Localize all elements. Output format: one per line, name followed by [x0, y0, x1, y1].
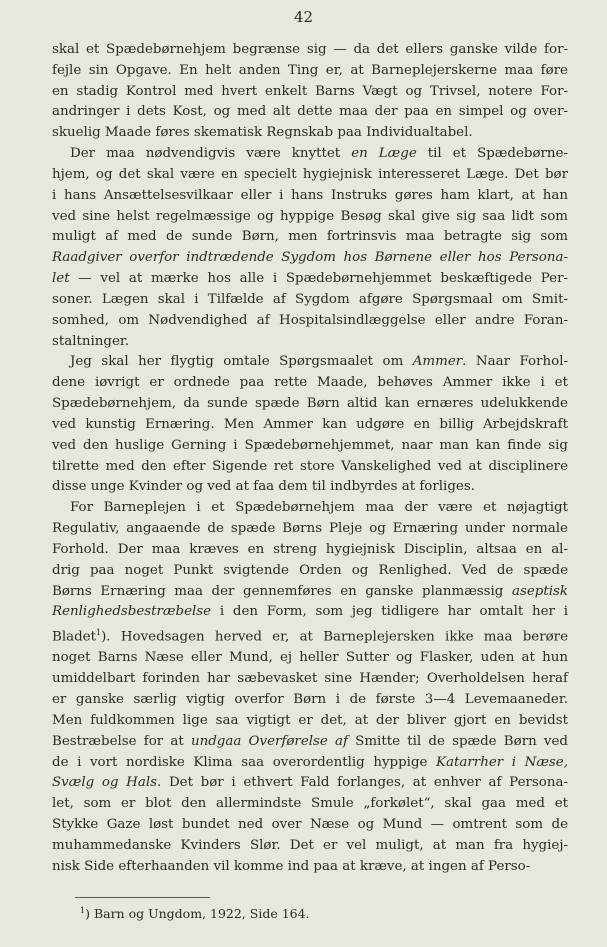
text-line [52, 144, 568, 165]
text-line [52, 582, 568, 603]
text-line [52, 836, 568, 857]
page-number: 42 [293, 8, 314, 26]
text-run: skuelig Maade føres skematisk Regnskab paa Individualtabel. [52, 125, 473, 141]
text-line [52, 102, 568, 123]
text-run: let, som er blot den allermindste Smule „forkølet“, skal gaa med et [52, 796, 568, 812]
text-run: ved kunstig Ernæring. Men Ammer kan udgøre en billig Arbejdskraft [52, 416, 568, 432]
text-run: Der maa nødvendigvis være knyttet [70, 146, 352, 162]
text-line [52, 561, 568, 582]
text-line [52, 82, 568, 103]
text-run: nisk Side efterhaanden vil komme ind paa at kræve, at ingen af Perso- [52, 858, 531, 874]
text-line [52, 123, 568, 144]
italic-text: Ammer [412, 354, 463, 370]
text-line [52, 602, 568, 623]
text-line [52, 269, 568, 290]
footnote-text: ) Barn og Ungdom, 1922, Side 164. [85, 906, 310, 922]
text-line [52, 61, 568, 82]
text-line [52, 227, 568, 248]
text-run: ved sine helst regelmæssige og hyppige Besøg skal give sig saa lidt som [52, 208, 568, 224]
text-run: fejle sin Opgave. En helt anden Ting er, at Barneplejerskerne maa føre [52, 62, 568, 78]
text-line [52, 457, 568, 478]
text-run: de i vort nordiske Klima saa overordentlig hyppige [52, 754, 437, 770]
text-run: andringer i dets Kost, og med alt dette maa der paa en simpel og over- [52, 104, 568, 120]
text-run: dene iøvrigt er ordnede paa rette Maade, behøves Ammer ikke i et [52, 375, 568, 391]
footnote-divider [75, 897, 210, 898]
text-run: ). Hovedsagen herved er, at Barneplejersken ikke maa berøre [101, 629, 568, 645]
text-line [52, 248, 568, 269]
text-run: . Det bør i ethvert Fald forlanges, at enhver af Persona- [157, 775, 568, 791]
text-run: Spædebørnehjem, da sunde spæde Børn altid kan ernæres udelukkende [52, 396, 568, 412]
text-line [52, 773, 568, 794]
text-run: er ganske særlig vigtig overfor Børn i de første 3—4 Levemaaneder. [52, 692, 568, 708]
text-run: Jeg skal her flygtig omtale Spørgsmaalet om [70, 354, 413, 370]
text-line [52, 165, 568, 186]
text-line [52, 207, 568, 228]
text-run: en stadig Kontrol med hvert enkelt Barns Vægt og Trivsel, notere For- [52, 83, 568, 99]
paragraph [52, 352, 568, 498]
text-line [52, 498, 568, 519]
text-run: skal et Spædebørnehjem begrænse sig — da det ellers ganske vilde for- [52, 42, 568, 57]
paragraph [52, 144, 568, 352]
text-line [52, 415, 568, 436]
text-run: drig paa noget Punkt svigtende Orden og Renlighed. Ved de spæde [52, 562, 568, 578]
footnote [80, 906, 310, 921]
italic-text: Raadgiver overfor indtrædende Sygdom hos Børnene eller hos Persona- [52, 250, 568, 266]
text-line [52, 815, 568, 836]
paragraph [52, 498, 568, 877]
text-line [52, 732, 568, 753]
text-run: Stykke Gaze løst bundet ned over Næse og Mund — omtrent som de [52, 817, 568, 833]
text-line [52, 352, 568, 373]
text-run: i hans Ansættelsesvilkaar eller i hans Instruks gøres ham klart, at han [52, 187, 568, 203]
text-line [52, 623, 568, 648]
italic-text: Svælg og Hals [52, 775, 157, 791]
paragraph [52, 40, 568, 144]
footnote-marker: 1 [80, 906, 86, 915]
text-run: muhammedanske Kvinders Slør. Det er vel muligt, at man fra hygiej- [52, 837, 568, 853]
text-run: hjem, og det skal være en specielt hygiejnisk interesseret Læge. Det bør [52, 166, 568, 182]
text-line [52, 373, 568, 394]
text-run: til et Spædebørne- [416, 146, 568, 162]
text-run: ved den huslige Gerning i Spædebørnehjemmet, naar man kan finde sig [52, 437, 568, 453]
italic-text: Katarrher i Næse, [436, 754, 568, 770]
text-run: tilrette med den efter Sigende ret store Vanskelighed ved at disciplinere [52, 458, 568, 474]
text-line [52, 477, 568, 498]
text-run: Forhold. Der maa kræves en streng hygiejnisk Disciplin, altsaa en al- [52, 541, 568, 557]
text-line [52, 290, 568, 311]
text-run: Men fuldkommen lige saa vigtigt er det, at der bliver gjort en bevidst [52, 712, 568, 728]
text-line [52, 519, 568, 540]
text-run: Børns Ernæring maa der gennemføres en ganske planmæssig [52, 583, 512, 599]
text-run: staltninger. [52, 333, 130, 349]
text-line [52, 690, 568, 711]
text-run: somhed, om Nødvendighed af Hospitalsindlæggelse eller andre Foran- [52, 312, 568, 328]
text-run: Bladet [52, 629, 96, 645]
footnote-ref: 1 [95, 628, 102, 638]
italic-text: aseptisk [511, 583, 568, 599]
text-line [52, 540, 568, 561]
text-line [52, 794, 568, 815]
text-run: i den Form, som jeg tidligere har omtalt her i [211, 604, 568, 620]
text-line [52, 332, 568, 353]
italic-text: let [52, 271, 70, 287]
italic-text: Renlighedsbestræbelse [52, 604, 212, 620]
text-line [52, 311, 568, 332]
text-line [52, 753, 568, 774]
text-run: disse unge Kvinder og ved at faa dem til indbyrdes at forliges. [52, 479, 475, 495]
italic-text: undgaa Overførelse af [190, 733, 348, 749]
text-line [52, 711, 568, 732]
text-line [52, 648, 568, 669]
text-line [52, 186, 568, 207]
text-run: Smitte til de spæde Børn ved [347, 733, 568, 749]
text-line [52, 394, 568, 415]
body-text [52, 40, 568, 878]
text-run: muligt af med de sunde Børn, men fortrinsvis maa betragte sig som [52, 229, 568, 245]
text-run: — vel at mærke hos alle i Spædebørnehjemmet beskæftigede Per- [69, 271, 568, 287]
text-run: noget Barns Næse eller Mund, ej heller Sutter og Flasker, uden at hun [52, 650, 568, 666]
text-run: umiddelbart forinden har sæbevasket sine Hænder; Overholdelsen heraf [52, 671, 568, 687]
text-line [52, 40, 568, 61]
text-line [52, 857, 568, 878]
text-line [52, 669, 568, 690]
italic-text: en Læge [351, 146, 417, 162]
text-run: Bestræbelse for at [52, 733, 191, 749]
text-line [52, 436, 568, 457]
text-run: . Naar Forhol- [462, 354, 568, 370]
text-run: For Barneplejen i et Spædebørnehjem maa der være et nøjagtigt [70, 500, 568, 516]
text-run: Regulativ, angaaende de spæde Børns Pleje og Ernæring under normale [52, 521, 568, 537]
text-run: soner. Lægen skal i Tilfælde af Sygdom afgøre Spørgsmaal om Smit- [52, 291, 568, 307]
